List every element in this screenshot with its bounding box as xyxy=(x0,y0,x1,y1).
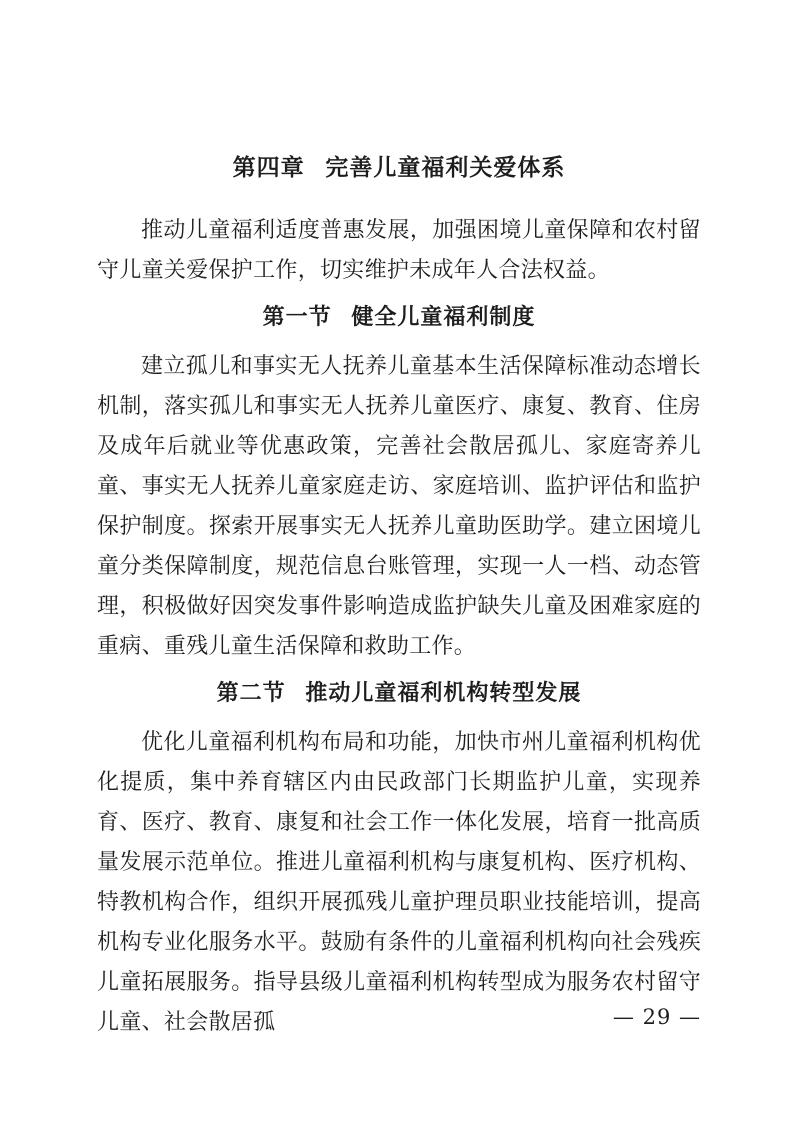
chapter-title: 完善儿童福利关爱体系 xyxy=(325,155,566,181)
section-1-heading xyxy=(97,300,701,334)
section-2 xyxy=(97,676,701,1043)
chapter-heading xyxy=(97,152,701,184)
section-2-title: 推动儿童福利机构转型发展 xyxy=(305,680,582,706)
section-1-label: 第一节 xyxy=(262,304,332,330)
document-content xyxy=(97,0,701,1043)
page-number: — 29 — xyxy=(612,1005,701,1029)
section-1-paragraph: 建立孤儿和事实无人抚养儿童基本生活保障标准动态增长机制，落实孤儿和事实无人抚养儿童医疗、康复、教育、住房及成年后就业等优惠政策，完善社会散居孤儿、家庭寄养儿童、事实无人抚养儿童家庭走访、家庭培训、监护评估和监护保护制度。探索开展事实无人抚养儿童助医助学。建立困境儿童分类保障制度，规范信息台账管理，实现一人一档、动态管理，积极做好因突发事件影响造成监护缺失儿童及困难家庭的重病、重残儿童生活保障和救助工作。 xyxy=(97,354,701,659)
section-2-paragraph: 优化儿童福利机构布局和功能，加快市州儿童福利机构优化提质，集中养育辖区内由民政部门长期监护儿童，实现养育、医疗、教育、康复和社会工作一体化发展，培育一批高质量发展示范单位。推进儿童福利机构与康复机构、医疗机构、特教机构合作，组织开展孤残儿童护理员职业技能培训，提高机构专业化服务水平。鼓励有条件的儿童福利机构向社会残疾儿童拓展服务。指导县级儿童福利机构转型成为服务农村留守儿童、社会散居孤 xyxy=(97,730,701,1035)
section-1-title: 健全儿童福利制度 xyxy=(351,304,536,330)
section-2-heading xyxy=(97,676,701,710)
section-2-label: 第二节 xyxy=(216,680,286,706)
intro-paragraph: 推动儿童福利适度普惠发展，加强困境儿童保障和农村留守儿童关爱保护工作，切实维护未成年人合法权益。 xyxy=(97,218,701,283)
chapter-label: 第四章 xyxy=(232,155,305,181)
section-1 xyxy=(97,300,701,667)
